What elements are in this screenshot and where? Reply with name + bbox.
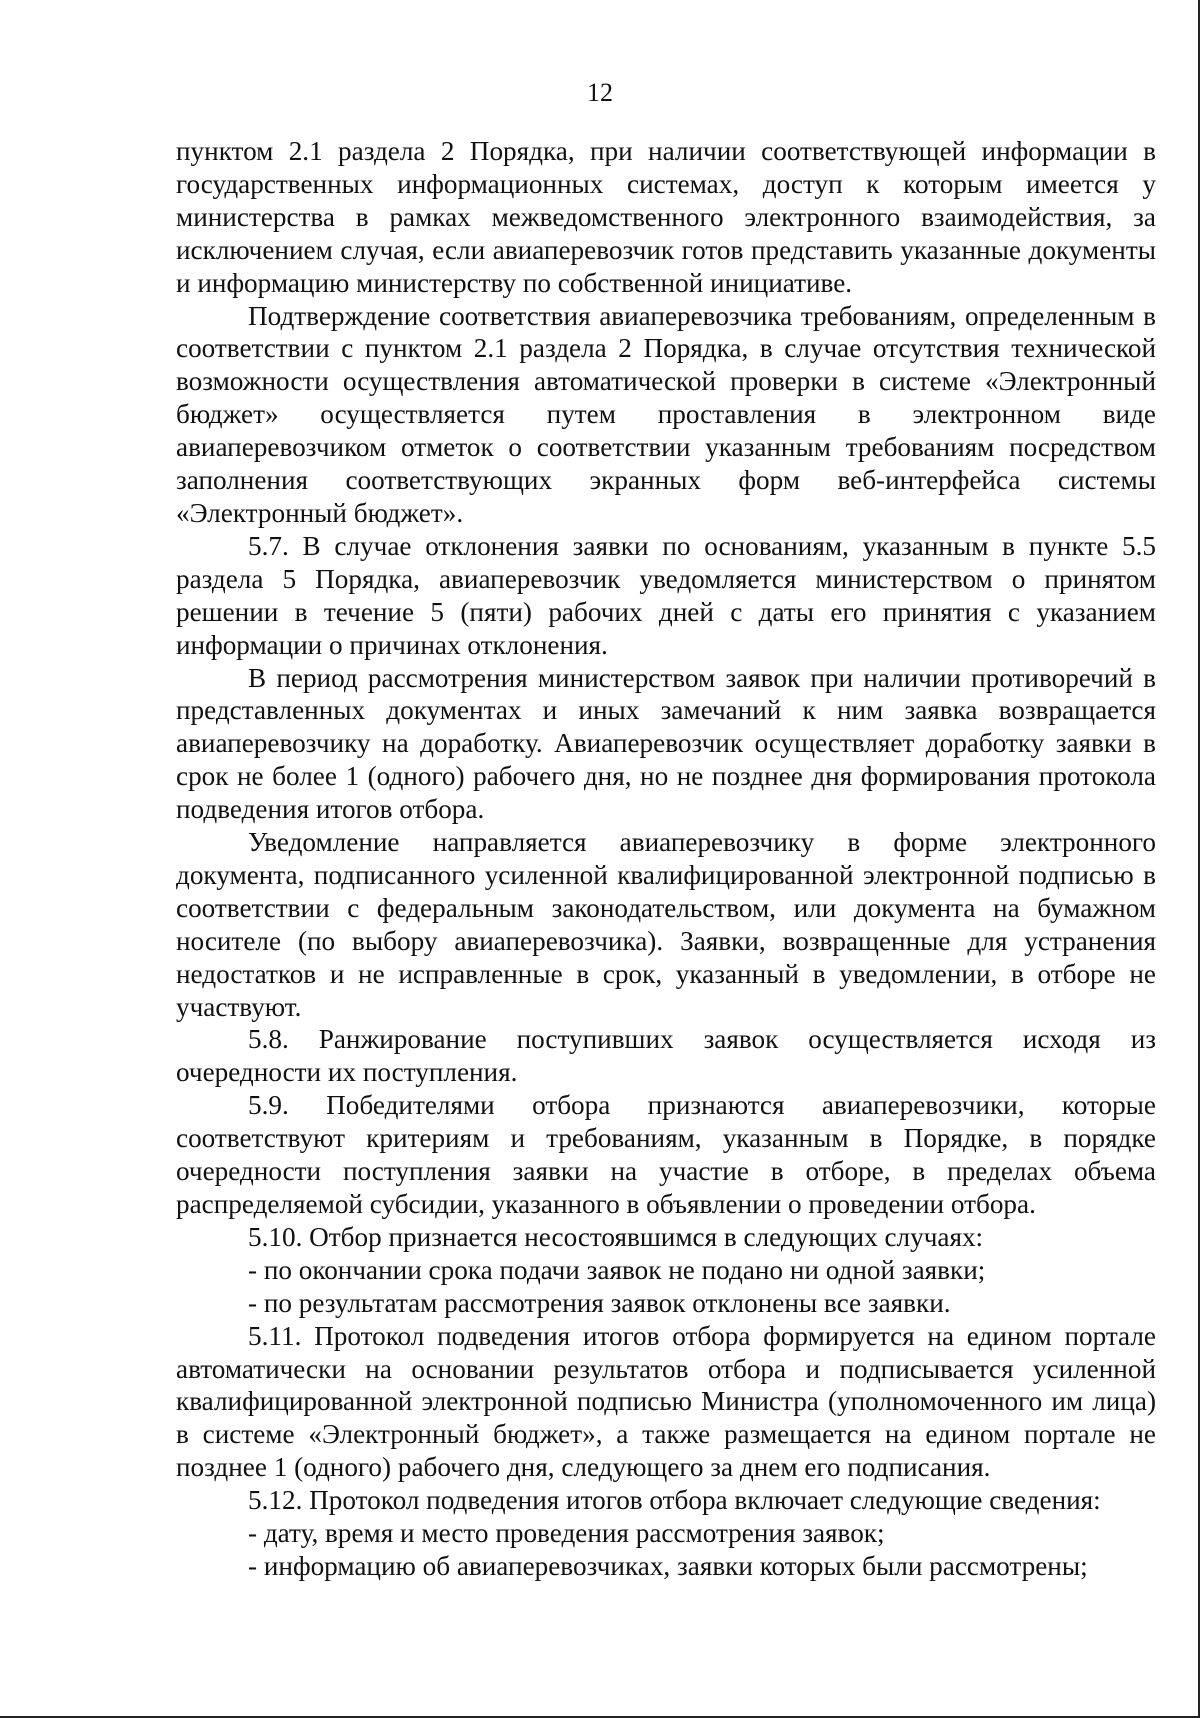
list-item-no-applications: - по окончании срока подачи заявок не подано ни одной заявки;: [248, 1254, 986, 1285]
paragraph-5-12: 5.12. Протокол подведения итогов отбора включает следующие сведения:: [248, 1485, 1101, 1516]
page-number: 12: [587, 78, 613, 107]
document-body: [176, 135, 1156, 1583]
list-item-all-rejected: - по результатам рассмотрения заявок отклонены все заявки.: [248, 1287, 951, 1318]
paragraph-5-9: 5.9. Победителями отбора признаются авиаперевозчики, которые соответствуют критериям и требованиям, указанным в Порядке, в порядке очередности поступления заявки на участие в отборе, в пределах объема распределяемой субсидии, указанного в объявлении о проведении отбора.: [176, 1090, 1156, 1219]
paragraph-5-8: 5.8. Ранжирование поступивших заявок осуществляется исходя из очередности их поступления.: [176, 1024, 1156, 1088]
list-item-carriers-info: - информацию об авиаперевозчиках, заявки которых были рассмотрены;: [248, 1550, 1088, 1581]
paragraph-continuation: пунктом 2.1 раздела 2 Порядка, при наличии соответствующей информации в государственных информационных системах, доступ к которым имеется у министерства в рамках межведомственного электронного взаимодействия, за исключением случая, если авиаперевозчик готов представить указанные документы и информацию министерству по собственной инициативе.: [176, 136, 1156, 298]
paragraph-notification: Уведомление направляется авиаперевозчику в форме электронного документа, подписанного усиленной квалифицированной электронной подписью в соответствии с федеральным законодательством, или документа на бумажном носителе (по выбору авиаперевозчика). Заявки, возвращенные для устранения недостатков и не исправленные в срок, указанный в уведомлении, в отборе не участвуют.: [176, 827, 1156, 1022]
paragraph-confirmation: Подтверждение соответствия авиаперевозчика требованиям, определенным в соответствии с пунктом 2.1 раздела 2 Порядка, в случае отсутствия технической возможности осуществления автоматической проверки в системе «Электронный бюджет» осуществляется путем проставления в электронном виде авиаперевозчиком отметок о соответствии указанным требованиям посредством заполнения соответствующих экранных форм веб-интерфейса системы «Электронный бюджет».: [176, 300, 1156, 528]
paragraph-5-7: 5.7. В случае отклонения заявки по основаниям, указанным в пункте 5.5 раздела 5 Порядка, авиаперевозчик уведомляется министерством о принятом решении в течение 5 (пяти) рабочих дней с даты его принятия с указанием информации о причинах отклонения.: [176, 530, 1156, 660]
paragraph-review-period: В период рассмотрения министерством заявок при наличии противоречий в представленных документах и иных замечаний к ним заявка возвращается авиаперевозчику на доработку. Авиаперевозчик осуществляет доработку заявки в срок не более 1 (одного) рабочего дня, но не позднее дня формирования протокола подведения итогов отбора.: [176, 662, 1156, 825]
list-item-date-time-place: - дату, время и место проведения рассмотрения заявок;: [248, 1518, 885, 1549]
paragraph-5-10: 5.10. Отбор признается несостоявшимся в следующих случаях:: [248, 1221, 984, 1252]
paragraph-5-11: 5.11. Протокол подведения итогов отбора формируется на едином портале автоматически на основании результатов отбора и подписывается усиленной квалифицированной электронной подписью Министра (уполномоченного им лица) в системе «Электронный бюджет», а также размещается на едином портале не позднее 1 (одного) рабочего дня, следующего за днем его подписания.: [176, 1320, 1156, 1483]
